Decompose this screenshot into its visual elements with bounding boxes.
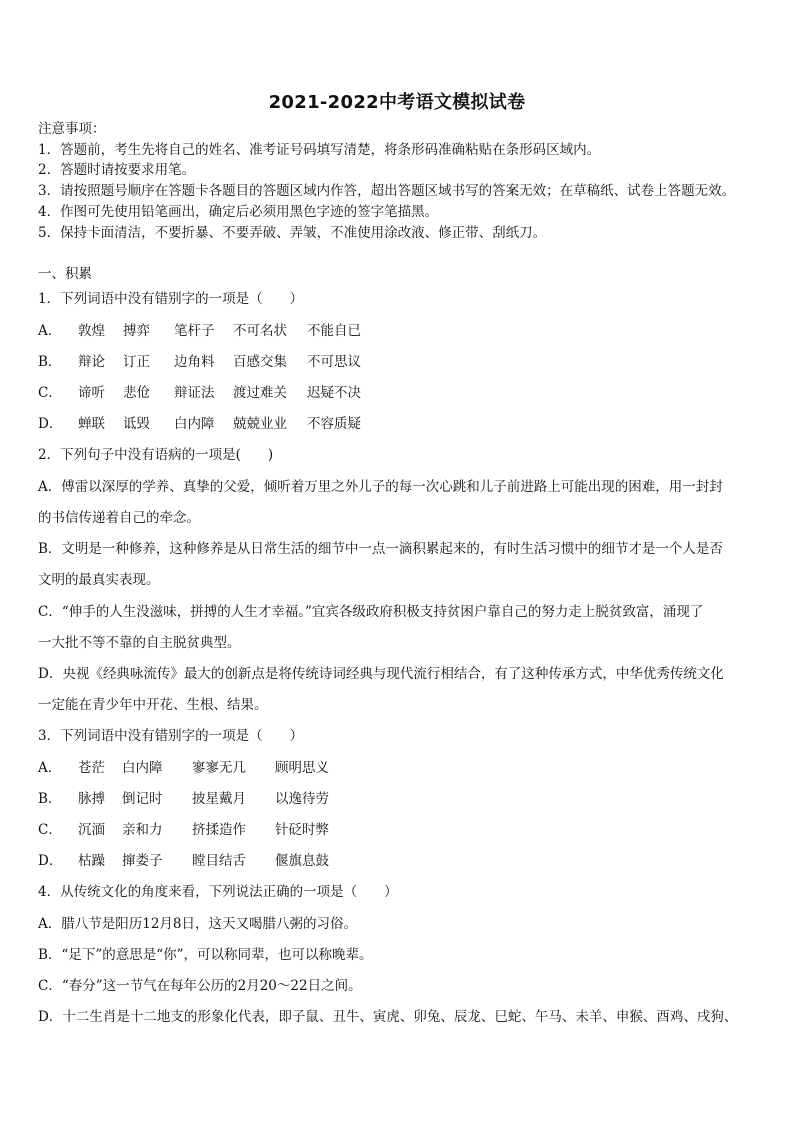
option-word: 悲伧 [123, 385, 150, 401]
option-label: B． [38, 791, 62, 807]
option-word: 迟疑不决 [307, 385, 361, 401]
option-word: 兢兢业业 [233, 416, 287, 432]
notice-item-2: 2．答题时请按要求用笔。 [38, 162, 196, 178]
option-word: 白内障 [122, 760, 163, 776]
q4-option-a: A．腊八节是阳历12月8日，这天又喝腊八粥的习俗。 [38, 916, 358, 932]
exam-title: 2021-2022中考语文模拟试卷 [268, 92, 526, 113]
q2-option-c-line2: 一大批不等不靠的自主脱贫典型。 [38, 635, 241, 651]
option-word: 顾明思义 [275, 760, 329, 776]
option-label: A． [38, 323, 62, 339]
option-label: C． [38, 385, 62, 401]
q4-option-c: C．“春分”这一节气在每年公历的2月20～22日之间。 [38, 978, 362, 994]
option-word: 沉湎 [78, 822, 105, 838]
q2-option-b-line1: B．文明是一种修养，这种修养是从日常生活的细节中一点一滴积累起来的，有时生活习惯中的细节才是一个人是否 [38, 541, 723, 557]
option-word: 蝉联 [78, 416, 105, 432]
q3-option-a [38, 759, 329, 777]
option-word: 针砭时弊 [275, 822, 329, 838]
notice-heading: 注意事项： [38, 121, 106, 137]
notice-item-5: 5．保持卡面清洁，不要折暴、不要弄破、弄皱，不准使用涂改液、修正带、刮纸刀。 [38, 225, 547, 241]
option-word: 倒记时 [122, 791, 163, 807]
option-word: 挤揉造作 [192, 822, 246, 838]
q1-option-d [38, 415, 361, 433]
q3-stem: 3．下列词语中没有错别字的一项是（ ） [38, 728, 304, 744]
option-word: 偃旗息鼓 [275, 853, 329, 869]
option-word: 搏弈 [123, 323, 150, 339]
option-label: D． [38, 416, 63, 432]
option-word: 以逸待劳 [275, 791, 329, 807]
option-word: 瞠目结舌 [192, 853, 246, 869]
option-word: 诋毁 [123, 416, 150, 432]
option-word: 亲和力 [122, 822, 163, 838]
q1-option-c [38, 384, 361, 402]
q3-option-d [38, 852, 329, 870]
q3-option-c [38, 821, 329, 839]
option-word: 笔杆子 [174, 323, 215, 339]
option-word: 白内障 [174, 416, 215, 432]
notice-item-1: 1．答题前，考生先将自己的姓名、准考证号码填写清楚，将条形码准确粘贴在条形码区域内。 [38, 142, 601, 158]
q2-option-c-line1: C．“伸手的人生没滋味，拼搏的人生才幸福。”宜宾各级政府积极支持贫困户靠自己的努力走上脱贫致富，涌现了 [38, 604, 704, 620]
option-word: 辩证法 [174, 385, 215, 401]
section-heading: 一、积累 [38, 266, 92, 282]
option-word: 寥寥无几 [192, 760, 246, 776]
option-word: 脉搏 [78, 791, 105, 807]
option-word: 辩论 [78, 354, 105, 370]
q1-stem: 1．下列词语中没有错别字的一项是（ ） [38, 291, 304, 307]
option-word: 不可思议 [307, 354, 361, 370]
option-word: 边角料 [174, 354, 215, 370]
q3-option-b [38, 790, 329, 808]
q1-option-b [38, 353, 361, 371]
option-label: B． [38, 354, 62, 370]
option-word: 不容质疑 [307, 416, 361, 432]
option-word: 订正 [123, 354, 150, 370]
option-word: 枯躁 [78, 853, 105, 869]
q2-option-a-line1: A．傅雷以深厚的学养、真挚的父爱，倾听着万里之外儿子的每一次心跳和儿子前进路上可能出现的困难，用一封封 [38, 479, 723, 495]
option-label: A． [38, 760, 62, 776]
q2-option-a-line2: 的书信传递着自己的牵念。 [38, 510, 200, 526]
q1-option-a [38, 322, 361, 340]
notice-item-4: 4．作图可先使用铅笔画出，确定后必须用黑色字迹的签字笔描黑。 [38, 204, 439, 220]
q4-stem: 4．从传统文化的角度来看，下列说法正确的一项是（ ） [38, 884, 398, 900]
option-label: D． [38, 853, 63, 869]
option-word: 披星戴月 [192, 791, 246, 807]
q4-option-d: D．十二生肖是十二地支的形象化代表，即子鼠、丑牛、寅虎、卯兔、辰龙、巳蛇、午马、未羊、申猴、酉鸡、戌狗、 [38, 1009, 738, 1025]
option-word: 谛听 [78, 385, 105, 401]
option-word: 苍茫 [78, 760, 105, 776]
q2-option-b-line2: 文明的最真实表现。 [38, 572, 160, 588]
option-word: 不可名状 [233, 323, 287, 339]
q4-option-b: B．“足下”的意思是“你”，可以称同辈，也可以称晚辈。 [38, 947, 373, 963]
q2-stem: 2．下列句子中没有语病的一项是( ) [38, 447, 274, 463]
option-word: 渡过难关 [233, 385, 287, 401]
notice-item-3: 3．请按照题号顺序在答题卡各题目的答题区域内作答，超出答题区域书写的答案无效；在草稿纸、试卷上答题无效。 [38, 183, 736, 199]
option-word: 百感交集 [233, 354, 287, 370]
q2-option-d-line2: 一定能在青少年中开花、生根、结果。 [38, 697, 268, 713]
option-label: C． [38, 822, 62, 838]
option-word: 敦煌 [78, 323, 105, 339]
option-word: 撺娄子 [122, 853, 163, 869]
option-word: 不能自已 [307, 323, 361, 339]
q2-option-d-line1: D．央视《经典咏流传》最大的创新点是将传统诗词经典与现代流行相结合，有了这种传承方式，中华优秀传统文化 [38, 666, 724, 682]
